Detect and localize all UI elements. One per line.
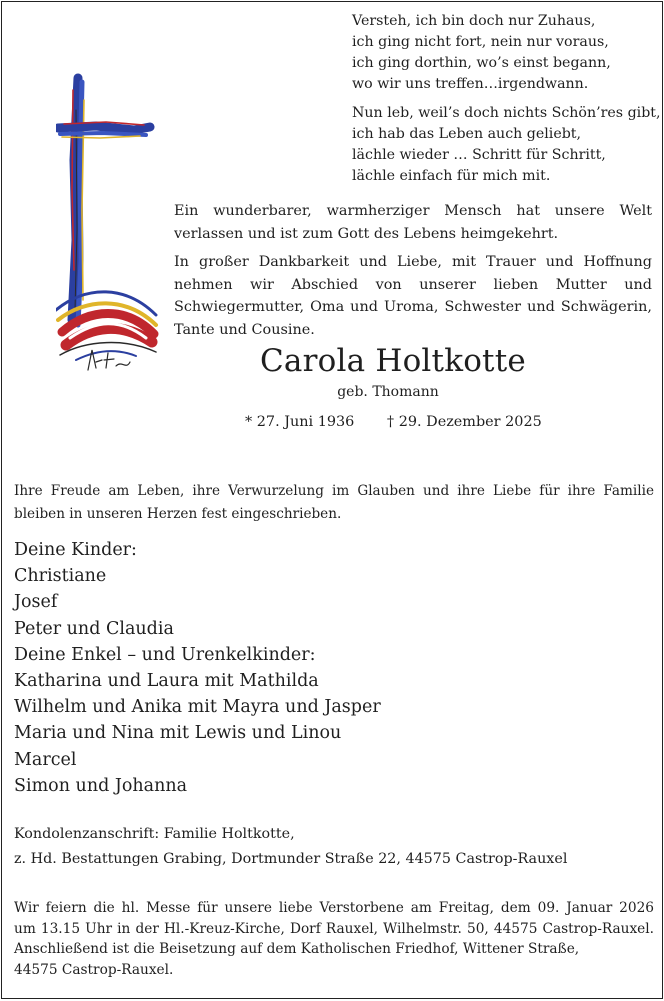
intro-text [174, 200, 652, 347]
service-line: Wir feiern die hl. Messe für unsere liebe Verstorbene am Freitag, dem 09. Januar 2026 [14, 900, 654, 916]
deceased-name: Carola Holtkotte [260, 343, 526, 379]
family-line: Deine Kinder: [14, 540, 137, 560]
poem-line: lächle einfach für mich mit. [352, 168, 551, 184]
service-line: Anschließend ist die Beisetzung auf dem Katholischen Friedhof, Wittener Straße, [14, 941, 580, 957]
family-list [14, 537, 381, 799]
family-line: Simon und Johanna [14, 775, 188, 796]
address-line: Kondolenzanschrift: Familie Holtkotte, [14, 826, 295, 842]
family-line: Peter und Claudia [14, 618, 174, 639]
poem-stanza-1 [352, 11, 652, 95]
condolence-address [14, 822, 567, 872]
cross-painting-icon [56, 70, 162, 390]
family-line: Deine Enkel – und Urenkelkinder: [14, 644, 316, 665]
poem-line: ich ging dorthin, wo’s einst begann, [352, 55, 611, 71]
tribute-text [14, 480, 654, 526]
obituary-notice [1, 1, 663, 999]
family-line: Christiane [14, 566, 107, 587]
tribute-paragraph: Ihre Freude am Leben, ihre Verwurzelung im Glauben und ihre Liebe für ihre Familie bleiben in unseren Herzen fest eingeschrieben. [14, 483, 654, 522]
poem-line: ich hab das Leben auch geliebt, [352, 126, 582, 142]
poem-line: Nun leb, weil’s doch nichts Schön’res gibt, [352, 105, 661, 121]
service-line: um 13.15 Uhr in der Hl.-Kreuz-Kirche, Dorf Rauxel, Wilhelmstr. 50, 44575 Castrop-Rauxel. [14, 920, 654, 937]
death-date: † 29. Dezember 2025 [386, 414, 542, 430]
birth-date: * 27. Juni 1936 [245, 414, 355, 430]
intro-paragraph: Ein wunderbarer, warmherziger Mensch hat unsere Welt verlassen und ist zum Gott des Lebens heimgekehrt. [174, 203, 652, 242]
family-line: Marcel [14, 749, 77, 770]
service-line: 44575 Castrop-Rauxel. [14, 961, 174, 978]
life-dates [245, 414, 542, 430]
family-line: Katharina und Laura mit Mathilda [14, 671, 319, 692]
poem-line: Versteh, ich bin doch nur Zuhaus, [352, 13, 596, 29]
poem-stanza-2 [352, 103, 661, 187]
intro-paragraph: In großer Dankbarkeit und Liebe, mit Trauer und Hoffnung nehmen wir Abschied von unserer lieben Mutter und Schwiegermutter, Oma und Uroma, Schwester und Schwägerin, Tante und Cousine. [174, 254, 652, 338]
maiden-name: geb. Thomann [337, 384, 439, 400]
poem-line: lächle wieder … Schritt für Schritt, [352, 147, 606, 163]
family-line: Wilhelm und Anika mit Mayra und Jasper [14, 697, 381, 718]
poem-line: ich ging nicht fort, nein nur voraus, [352, 34, 609, 50]
poem-line: wo wir uns treffen…irgendwann. [352, 76, 589, 92]
service-info [14, 898, 654, 980]
family-line: Maria und Nina mit Lewis und Linou [14, 723, 342, 744]
address-line: z. Hd. Bestattungen Grabing, Dortmunder Straße 22, 44575 Castrop-Rauxel [14, 851, 568, 867]
family-line: Josef [14, 592, 58, 613]
poem [352, 11, 661, 195]
